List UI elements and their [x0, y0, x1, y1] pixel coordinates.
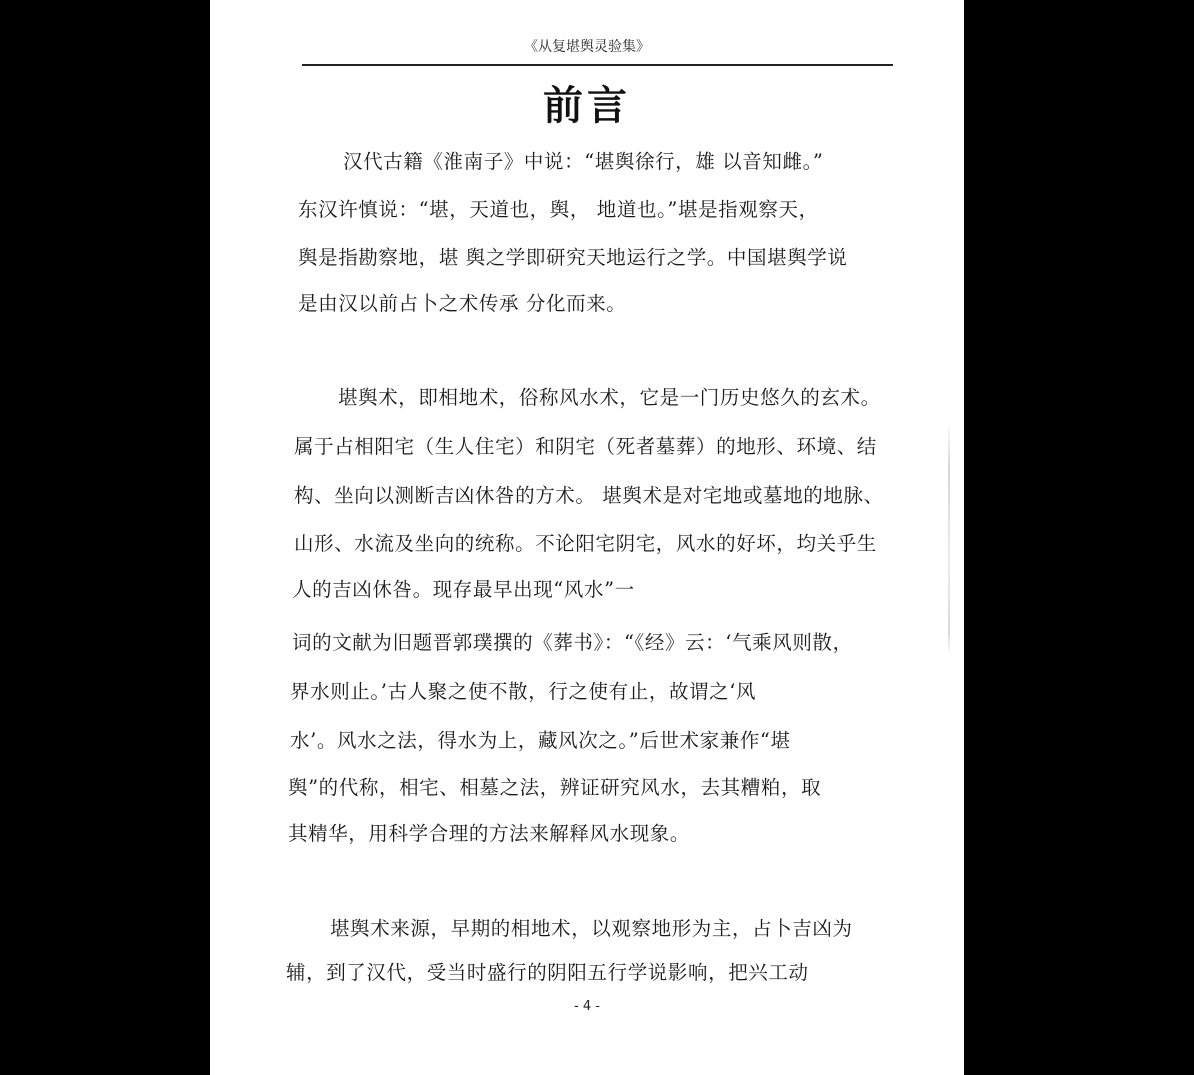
page-number: - 4 -	[574, 999, 600, 1014]
paragraph-2-line-7: 界水则止。’古人聚之使不散，行之使有止，故谓之‘风	[290, 680, 757, 703]
paragraph-2-line-1: 堪舆术，即相地术，俗称风水术，它是一门历史悠久的玄术。	[338, 386, 881, 409]
paragraph-2-line-10: 其精华，用科学合理的方法来解释风水现象。	[288, 822, 691, 845]
paragraph-2-line-4: 山形、水流及坐向的统称。不论阳宅阴宅，风水的好坏，均关乎生	[294, 532, 877, 555]
paragraph-1-line-1: 汉代古籍《淮南子》中说：“堪舆徐行，雄 以音知雌。”	[343, 150, 824, 173]
scan-artifact-mark	[948, 420, 950, 655]
paragraph-1-line-3: 舆是指勘察地，堪 舆之学即研究天地运行之学。中国堪舆学说	[298, 246, 848, 269]
paragraph-3-line-2: 辅，到了汉代，受当时盛行的阴阳五行学说影响，把兴工动	[286, 961, 809, 984]
running-header: 《从复堪舆灵验集》	[524, 39, 650, 55]
paragraph-1-line-4: 是由汉以前占卜之术传承 分化而来。	[298, 292, 627, 315]
paragraph-2-line-3: 构、坐向以测断吉凶休咎的方术。 堪舆术是对宅地或墓地的地脉、	[294, 484, 884, 507]
paragraph-2-line-9: 舆”的代称，相宅、相墓之法，辨证研究风水，去其糟粕，取	[288, 776, 822, 799]
header-rule	[302, 64, 893, 66]
paragraph-2-line-5: 人的吉凶休咎。现存最早出现“风水”一	[292, 578, 635, 601]
paragraph-1-line-2: 东汉许慎说：“堪，天道也，舆， 地道也。”堪是指观察天，	[298, 198, 819, 221]
paragraph-3-line-1: 堪舆术来源，早期的相地术，以观察地形为主，占卜吉凶为	[330, 917, 853, 940]
paragraph-2-line-6: 词的文献为旧题晋郭璞撰的《葬书》：“《经》云：‘气乘风则散，	[292, 631, 853, 654]
chapter-title: 前言	[543, 82, 631, 129]
paragraph-2-line-8: 水’。风水之法，得水为上，藏风次之。”后世术家兼作“堪	[290, 729, 791, 752]
scanned-page	[210, 0, 964, 1075]
paragraph-2-line-2: 属于占相阳宅（生人住宅）和阴宅（死者墓葬）的地形、环境、结	[294, 435, 877, 458]
